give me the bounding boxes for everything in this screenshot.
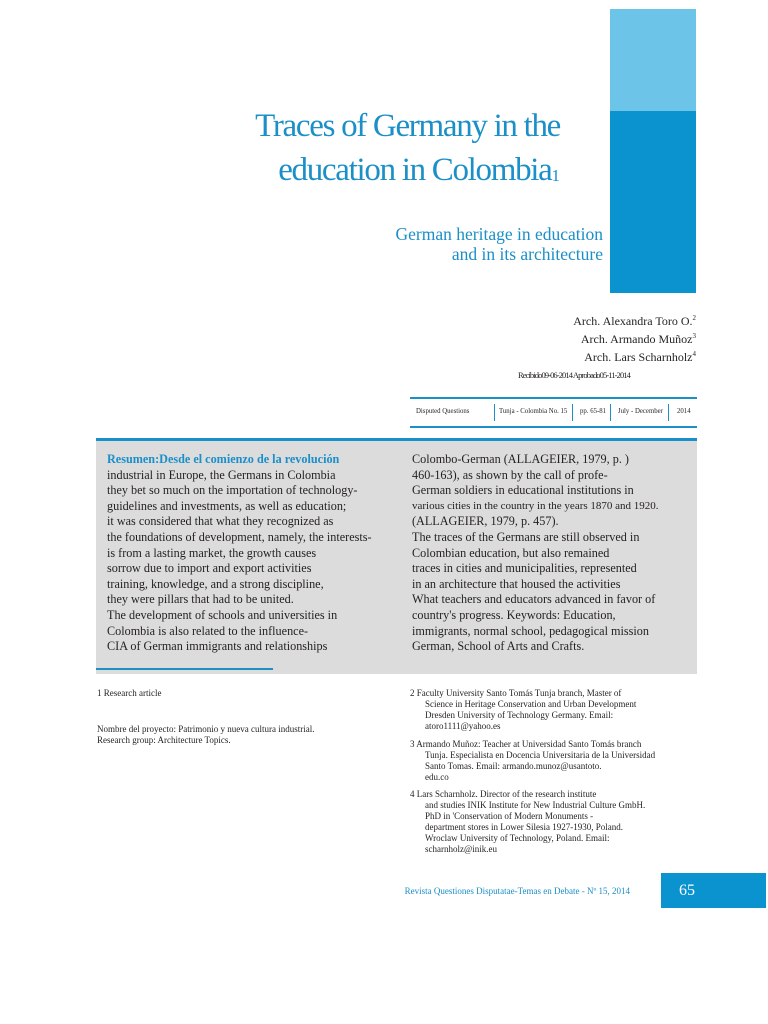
footnote-line: scharnholz@inik.eu <box>425 844 498 854</box>
abstract-line: country's progress. Keywords: Education, <box>412 607 616 622</box>
abstract-line: industrial in Europe, the Germans in Colombia <box>107 467 336 482</box>
footnote-2 <box>410 688 636 732</box>
abstract-line: guidelines and investments, as well as education; <box>107 498 347 513</box>
footnote-line: Wroclaw University of Technology, Poland. Email: <box>425 833 610 843</box>
abstract-line: immigrants, normal school, pedagogical mission <box>412 623 649 638</box>
author-1 <box>420 311 696 329</box>
abstract-line: German, School of Arts and Crafts. <box>412 639 585 654</box>
abstract-line: the foundations of development, namely, the interests- <box>107 529 372 544</box>
abstract-line-text: Desde el comienzo de la revolución <box>159 452 340 466</box>
info-journal: Disputed Questions <box>416 408 470 415</box>
project-name: Nombre del proyecto: Patrimonio y nueva cultura industrial. <box>97 724 315 734</box>
footnote-line: edu.co <box>425 772 449 782</box>
footnote-line: Dresden University of Technology Germany. Email: <box>425 710 614 720</box>
footnote-line: Santo Tomas. Email: armando.munoz@usantoto. <box>425 761 602 771</box>
footnote-1: 1 Research article <box>97 688 162 698</box>
abstract-line: 460-163), as shown by the call of profe- <box>412 467 608 482</box>
info-pages: pp. 65-81 <box>580 408 607 415</box>
footnote-line: department stores in Lower Silesia 1927-1930, Poland. <box>425 822 623 832</box>
title-line-1: Traces of Germany in the <box>255 108 560 144</box>
abstract-line: it was considered that what they recognized as <box>107 514 334 529</box>
abstract-line: traces in cities and municipalities, represented <box>412 561 637 576</box>
author-1-mark: 2 <box>692 314 696 322</box>
article-title <box>150 104 560 192</box>
author-3 <box>420 347 696 365</box>
abstract-left-column <box>107 452 397 655</box>
abstract-line: various cities in the country in the years 1870 and 1920. <box>412 499 659 512</box>
info-period: July - December <box>618 408 663 415</box>
decorative-block-light <box>610 9 696 111</box>
author-list <box>420 311 696 365</box>
abstract-line: they were pillars that had to be united. <box>107 592 294 607</box>
author-2 <box>420 329 696 347</box>
info-separator <box>572 404 573 421</box>
abstract-line: training, knowledge, and a strong discipline, <box>107 576 324 591</box>
page-number: 65 <box>661 873 766 908</box>
abstract-label: Resumen: <box>107 452 160 466</box>
footnote-line: 2 Faculty University Santo Tomás Tunja branch, Master of <box>410 688 622 698</box>
footnote-line: Tunja. Especialista en Docencia Universitaria de la Universidad <box>425 750 656 760</box>
abstract-line: German soldiers in educational institutions in <box>412 483 634 498</box>
info-separator <box>494 404 495 421</box>
footnote-line: 4 Lars Scharnholz. Director of the research institute <box>410 789 597 799</box>
title-line-2 <box>150 148 560 192</box>
project-info <box>97 724 314 746</box>
received-approved-dates: Recibido09-06-2014 Aprobado05-11-2014 <box>517 370 630 380</box>
footnote-line: 3 Armando Muñoz: Teacher at Universidad Santo Tomás branch <box>410 739 642 749</box>
footnote-line: PhD in 'Conservation of Modern Monuments - <box>425 811 594 821</box>
author-2-name: Arch. Armando Muñoz <box>580 332 693 346</box>
abstract-line: in an architecture that housed the activities <box>412 576 621 591</box>
abstract-line: (ALLAGEIER, 1979, p. 457). <box>412 514 559 529</box>
author-1-name: Arch. Alexandra Toro O. <box>573 314 693 328</box>
author-3-name: Arch. Lars Scharnholz <box>584 350 693 364</box>
footnote-line: and studies INIK Institute for New Industrial Culture GmbH. <box>425 800 646 810</box>
title-line-2-text: education in Colombia <box>278 152 552 188</box>
info-year: 2014 <box>677 408 691 415</box>
info-separator <box>610 404 611 421</box>
info-separator <box>668 404 669 421</box>
footer-journal: Revista Questiones Disputatae-Temas en Debate - Nº 15, 2014 <box>404 886 630 896</box>
research-group: Research group: Architecture Topics. <box>97 735 231 745</box>
decorative-block-dark <box>610 111 696 293</box>
abstract-line: CIA of German immigrants and relationships <box>107 639 328 654</box>
abstract-line: The traces of the Germans are still observed in <box>412 529 640 544</box>
footnote-4 <box>410 789 645 855</box>
footnote-3 <box>410 739 655 783</box>
info-place: Tunja - Colombia No. 15 <box>499 408 568 415</box>
title-footnote-mark: 1 <box>551 166 560 185</box>
author-2-mark: 3 <box>692 332 696 340</box>
abstract-right-column <box>412 452 692 655</box>
article-subtitle <box>250 224 603 264</box>
abstract-line: sorrow due to import and export activities <box>107 561 312 576</box>
abstract-line: The development of schools and universities in <box>107 607 338 622</box>
footnote-line: Science in Heritage Conservation and Urban Development <box>425 699 637 709</box>
abstract-line: What teachers and educators advanced in favor of <box>412 592 656 607</box>
author-3-mark: 4 <box>692 350 696 358</box>
abstract-line: Colombo-German (ALLAGEIER, 1979, p. ) <box>412 452 629 466</box>
abstract-line: is from a lasting market, the growth causes <box>107 545 317 560</box>
abstract-line: they bet so much on the importation of technology- <box>107 483 358 498</box>
subtitle-line-1: German heritage in education <box>395 224 603 244</box>
abstract-line: Colombian education, but also remained <box>412 545 610 560</box>
publication-info-bar <box>410 397 697 428</box>
footnote-divider <box>96 668 273 670</box>
footnote-line: atoro1111@yahoo.es <box>425 721 501 731</box>
abstract-line: Colombia is also related to the influence- <box>107 623 309 638</box>
abstract-line <box>107 452 397 468</box>
subtitle-line-2: and in its architecture <box>451 244 603 264</box>
